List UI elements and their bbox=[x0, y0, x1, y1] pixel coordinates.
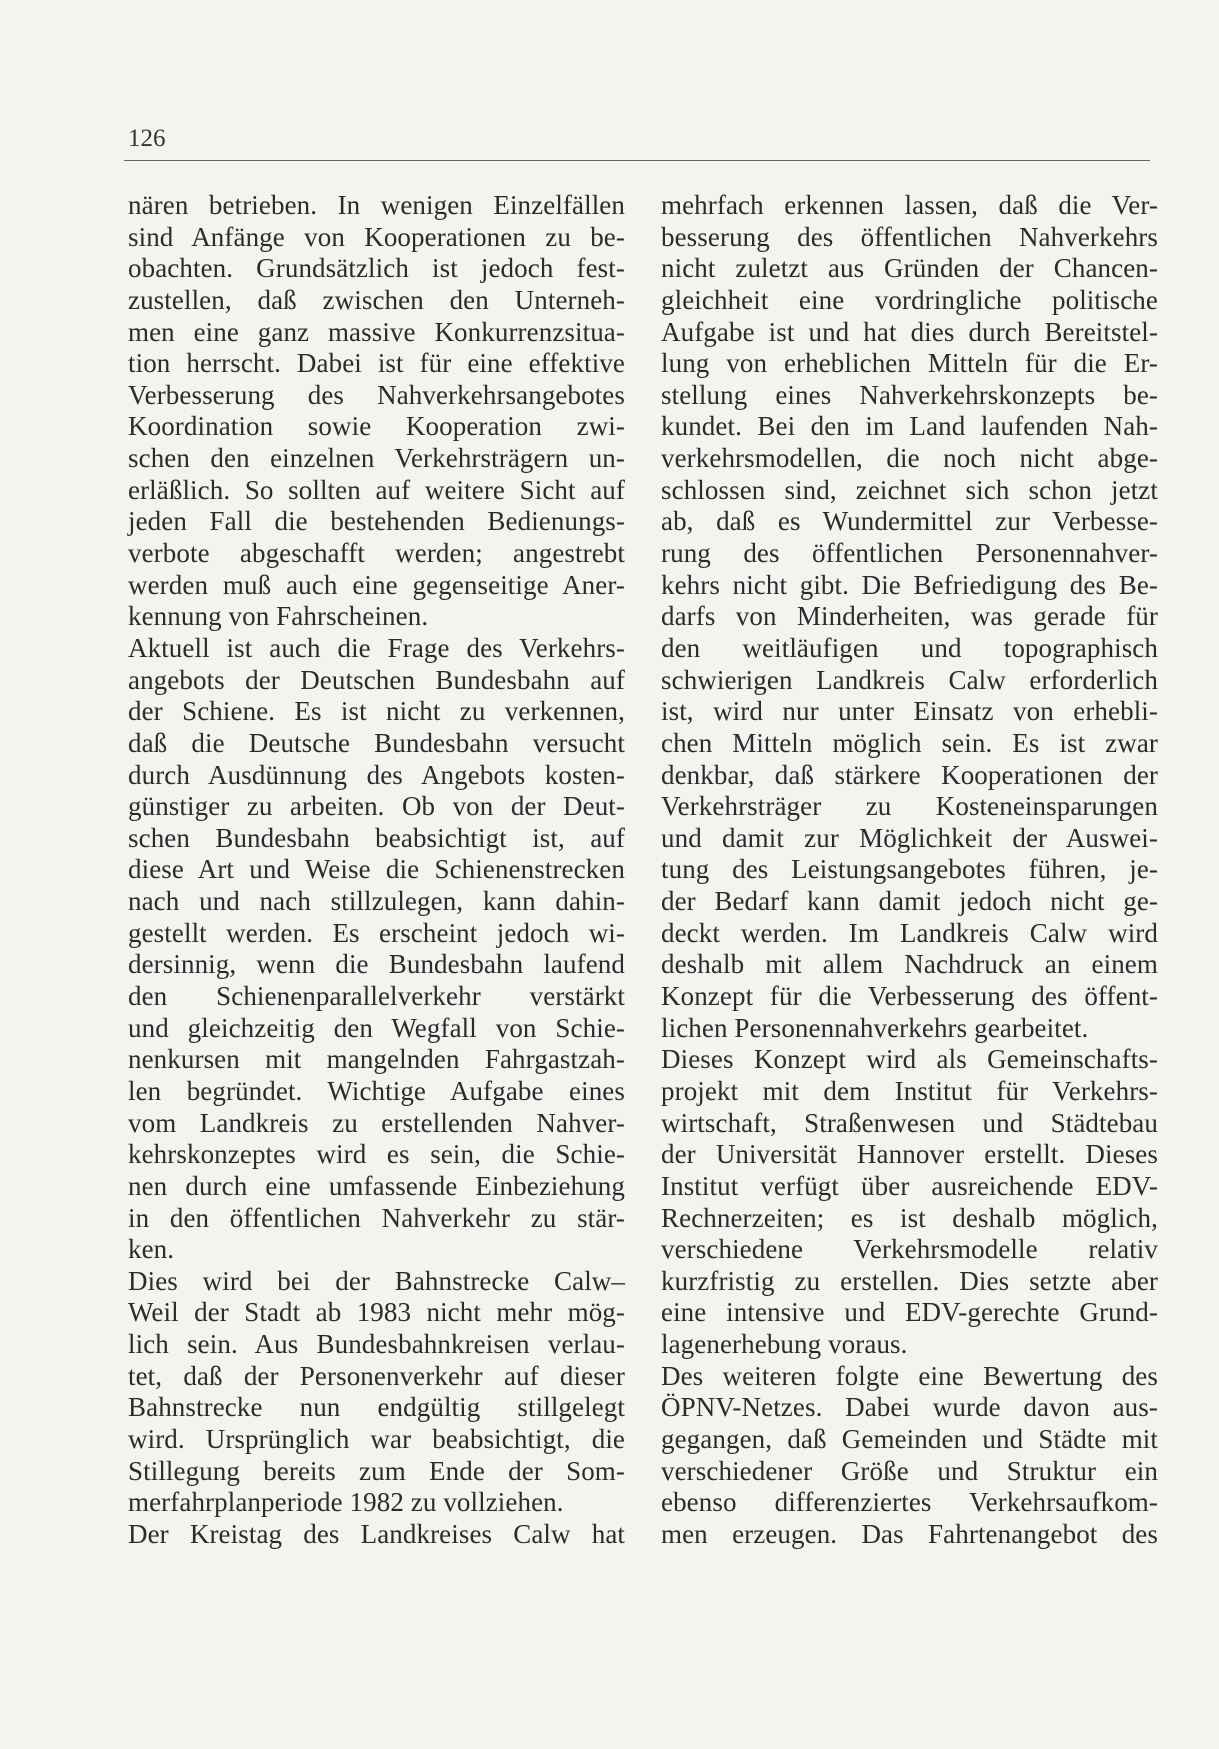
text-line: Institut verfügt über ausreichende EDV- bbox=[661, 1170, 1158, 1201]
text-line: len begründet. Wichtige Aufgabe eines bbox=[128, 1075, 625, 1106]
text-line: Dieses Konzept wird als Gemeinschafts- bbox=[661, 1044, 1158, 1075]
text-line: kennung von Fahrscheinen. bbox=[128, 601, 429, 632]
text-line: Stillegung bereits zum Ende der Som- bbox=[128, 1455, 625, 1486]
text-line: und gleichzeitig den Wegfall von Schie- bbox=[128, 1012, 625, 1043]
text-line: Dies wird bei der Bahnstrecke Calw– bbox=[128, 1265, 625, 1296]
text-line: den Schienenparallelverkehr verstärkt bbox=[128, 981, 625, 1012]
text-line: chen Mitteln möglich sein. Es ist zwar bbox=[661, 727, 1158, 758]
text-line: denkbar, daß stärkere Kooperationen der bbox=[661, 759, 1158, 790]
text-line: gegangen, daß Gemeinden und Städte mit bbox=[661, 1423, 1158, 1454]
text-line: ken. bbox=[128, 1234, 175, 1265]
text-column-right bbox=[661, 190, 1158, 1551]
text-line: lich sein. Aus Bundesbahnkreisen verlau- bbox=[128, 1329, 625, 1360]
text-line: ab, daß es Wundermittel zur Verbesse- bbox=[661, 506, 1158, 537]
text-line: stellung eines Nahverkehrskonzepts be- bbox=[661, 379, 1158, 410]
text-line: besserung des öffentlichen Nahverkehrs bbox=[661, 221, 1158, 252]
text-line: verschiedener Größe und Struktur ein bbox=[661, 1455, 1158, 1486]
text-line: tung des Leistungsangebotes führen, je- bbox=[661, 854, 1158, 885]
text-line: günstiger zu arbeiten. Ob von der Deut- bbox=[128, 791, 625, 822]
text-line: nenkursen mit mangelnden Fahrgastzah- bbox=[128, 1044, 625, 1075]
text-line: schlossen sind, zeichnet sich schon jetzt bbox=[661, 474, 1158, 505]
header-rule bbox=[124, 160, 1150, 161]
text-line: wirtschaft, Straßenwesen und Städtebau bbox=[661, 1107, 1158, 1138]
text-line: Verbesserung des Nahverkehrsangebotes bbox=[128, 379, 625, 410]
text-line: Der Kreistag des Landkreises Calw hat bbox=[128, 1518, 625, 1549]
text-line: durch Ausdünnung des Angebots kosten- bbox=[128, 759, 625, 790]
text-line: den weitläufigen und topographisch bbox=[661, 632, 1158, 663]
text-line: rung des öffentlichen Personennahver- bbox=[661, 538, 1158, 569]
text-line: tion herrscht. Dabei ist für eine effektive bbox=[128, 348, 625, 379]
page-number: 126 bbox=[128, 125, 166, 152]
text-line: Des weiteren folgte eine Bewertung des bbox=[661, 1360, 1158, 1391]
text-line: daß die Deutsche Bundesbahn versucht bbox=[128, 727, 625, 758]
text-line: Konzept für die Verbesserung des öffent- bbox=[661, 981, 1158, 1012]
text-line: nach und nach stillzulegen, kann dahin- bbox=[128, 886, 625, 917]
text-line: in den öffentlichen Nahverkehr zu stär- bbox=[128, 1202, 625, 1233]
text-line: schen den einzelnen Verkehrsträgern un- bbox=[128, 443, 625, 474]
text-line: vom Landkreis zu erstellenden Nahver- bbox=[128, 1107, 625, 1138]
text-line: erläßlich. So sollten auf weitere Sicht auf bbox=[128, 474, 625, 505]
text-line: Rechnerzeiten; es ist deshalb möglich, bbox=[661, 1202, 1158, 1233]
text-line: Verkehrsträger zu Kosteneinsparungen bbox=[661, 791, 1158, 822]
text-line: darfs von Minderheiten, was gerade für bbox=[661, 601, 1158, 632]
text-line: kundet. Bei den im Land laufenden Nah- bbox=[661, 411, 1158, 442]
text-line: der Bedarf kann damit jedoch nicht ge- bbox=[661, 886, 1158, 917]
text-line: Aufgabe ist und hat dies durch Bereitstel- bbox=[661, 316, 1158, 347]
text-line: wird. Ursprünglich war beabsichtigt, die bbox=[128, 1423, 625, 1454]
text-line: Aktuell ist auch die Frage des Verkehrs- bbox=[128, 632, 625, 663]
text-line: ebenso differenziertes Verkehrsaufkom- bbox=[661, 1487, 1158, 1518]
text-line: schen Bundesbahn beabsichtigt ist, auf bbox=[128, 822, 625, 853]
text-line: verbote abgeschafft werden; angestrebt bbox=[128, 538, 625, 569]
text-line: verkehrsmodellen, die noch nicht abge- bbox=[661, 443, 1158, 474]
text-line: lung von erheblichen Mitteln für die Er- bbox=[661, 348, 1158, 379]
text-line: deckt werden. Im Landkreis Calw wird bbox=[661, 917, 1158, 948]
text-line: schwierigen Landkreis Calw erforderlich bbox=[661, 664, 1158, 695]
text-line: gestellt werden. Es erscheint jedoch wi- bbox=[128, 917, 625, 948]
text-line: der Schiene. Es ist nicht zu verkennen, bbox=[128, 696, 625, 727]
text-line: tet, daß der Personenverkehr auf dieser bbox=[128, 1360, 625, 1391]
text-line: diese Art und Weise die Schienenstrecken bbox=[128, 854, 625, 885]
text-line: kurzfristig zu erstellen. Dies setzte aber bbox=[661, 1265, 1158, 1296]
text-line: ÖPNV-Netzes. Dabei wurde davon aus- bbox=[661, 1392, 1158, 1423]
text-line: werden muß auch eine gegenseitige Aner- bbox=[128, 569, 625, 600]
text-line: men erzeugen. Das Fahrtenangebot des bbox=[661, 1518, 1158, 1549]
text-line: Bahnstrecke nun endgültig stillgelegt bbox=[128, 1392, 625, 1423]
text-line: der Universität Hannover erstellt. Dieses bbox=[661, 1139, 1158, 1170]
text-line: ist, wird nur unter Einsatz von erhebli- bbox=[661, 696, 1158, 727]
text-line: und damit zur Möglichkeit der Auswei- bbox=[661, 822, 1158, 853]
text-line: lichen Personennahverkehrs gearbeitet. bbox=[661, 1012, 1089, 1043]
text-line: merfahrplanperiode 1982 zu vollziehen. bbox=[128, 1487, 564, 1518]
text-line: gleichheit eine vordringliche politische bbox=[661, 284, 1158, 315]
text-line: zustellen, daß zwischen den Unterneh- bbox=[128, 284, 625, 315]
text-line: Koordination sowie Kooperation zwi- bbox=[128, 411, 625, 442]
text-line: lagenerhebung voraus. bbox=[661, 1329, 908, 1360]
text-line: kehrskonzeptes wird es sein, die Schie- bbox=[128, 1139, 625, 1170]
text-line: verschiedene Verkehrsmodelle relativ bbox=[661, 1234, 1158, 1265]
text-line: nen durch eine umfassende Einbeziehung bbox=[128, 1170, 625, 1201]
text-line: projekt mit dem Institut für Verkehrs- bbox=[661, 1075, 1158, 1106]
text-line: eine intensive und EDV-gerechte Grund- bbox=[661, 1297, 1158, 1328]
text-column-left bbox=[128, 190, 625, 1551]
text-line: kehrs nicht gibt. Die Befriedigung des Be- bbox=[661, 569, 1158, 600]
text-line: deshalb mit allem Nachdruck an einem bbox=[661, 949, 1158, 980]
text-line: nicht zuletzt aus Gründen der Chancen- bbox=[661, 253, 1158, 284]
text-line: men eine ganz massive Konkurrenzsitua- bbox=[128, 316, 625, 347]
text-line: Weil der Stadt ab 1983 nicht mehr mög- bbox=[128, 1297, 625, 1328]
text-line: nären betrieben. In wenigen Einzelfällen bbox=[128, 190, 625, 220]
text-line: jeden Fall die bestehenden Bedienungs- bbox=[128, 506, 625, 537]
text-line: dersinnig, wenn die Bundesbahn laufend bbox=[128, 949, 625, 980]
text-line: mehrfach erkennen lassen, daß die Ver- bbox=[661, 190, 1158, 220]
text-line: angebots der Deutschen Bundesbahn auf bbox=[128, 664, 625, 695]
text-line: sind Anfänge von Kooperationen zu be- bbox=[128, 221, 625, 252]
text-line: obachten. Grundsätzlich ist jedoch fest- bbox=[128, 253, 625, 284]
